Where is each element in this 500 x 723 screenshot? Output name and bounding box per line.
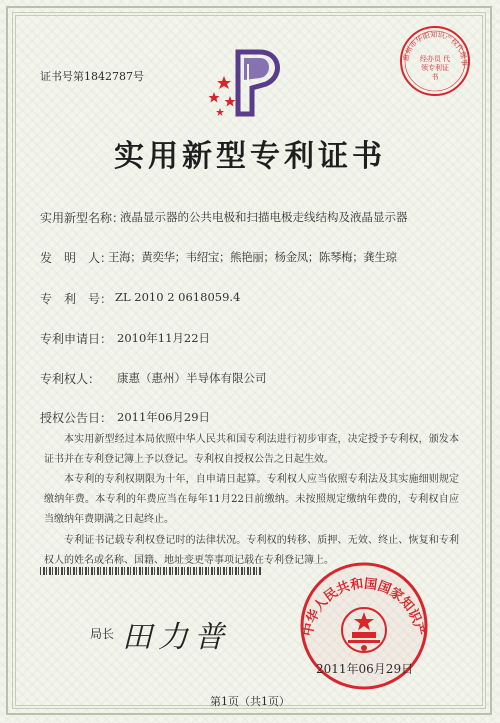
star-icon (216, 108, 224, 116)
inventor-label: 发 明 人： (40, 251, 113, 265)
star-icon (209, 92, 220, 103)
certificate-number: 证书号第1842787号 (40, 70, 144, 83)
page-footer: 第1页（共1页） (210, 695, 290, 708)
body-paragraph-1: 本实用新型经过本局依照中华人民共和国专利法进行初步审查，决定授予专利权，颁发本证书并在专利登记簿上予以登记。专利权自授权公告之日起生效。 (44, 434, 459, 465)
grant-date-label: 授权公告日： (40, 411, 113, 425)
official-seal-text: 中华人民共和国国家知识产 (300, 576, 428, 638)
patent-number-value: ZL 2010 2 0618059.4 (115, 290, 241, 304)
agency-stamp-text: 惠州市华阳知识产权代理事 (402, 30, 469, 67)
barcode (40, 567, 262, 575)
sipo-logo (204, 44, 290, 120)
star-icon (217, 76, 231, 89)
agency-stamp-inner: 经办员 代领专利证书 (419, 55, 451, 81)
director-signature: 田力普 (122, 620, 230, 655)
inventor-value: 王海；黄奕华；韦绍宝；熊艳丽；杨金凤；陈琴梅；龚生琼 (108, 250, 397, 264)
grant-date-value: 2011年06月29日 (117, 410, 211, 424)
body-paragraph-2: 本专利的专利权期限为十年，自申请日起算。专利权人应当依照专利法及其实施细则规定缴纳年费。本专利的年费应当在每年11月22日前缴纳。未按照规定缴纳年费的，专利权自应当缴纳年费期满之日起终止。 (44, 474, 459, 525)
body-paragraph-3: 专利证书记载专利权登记时的法律状况。专利权的转移、质押、无效、终止、恢复和专利权人的姓名或名称、国籍、地址变更等事项记载在专利登记簿上。 (44, 535, 459, 566)
filing-date-label: 专利申请日： (40, 332, 113, 346)
patent-number-label: 专 利 号： (40, 292, 113, 306)
director-title: 局长 (90, 627, 115, 641)
filing-date-value: 2010年11月22日 (117, 331, 211, 345)
certificate-title: 实用新型专利证书 (114, 139, 386, 174)
utility-model-name-value: 液晶显示器的公共电极和扫描电极走线结构及液晶显示器 (120, 210, 408, 224)
star-icon (225, 96, 236, 107)
patentee-label: 专利权人： (40, 372, 101, 386)
agency-stamp (398, 24, 472, 98)
utility-model-name-label: 实用新型名称： (40, 211, 125, 225)
seal-date: 2011年06月29日 (316, 662, 414, 676)
patentee-value: 康惠（惠州）半导体有限公司 (117, 371, 267, 385)
